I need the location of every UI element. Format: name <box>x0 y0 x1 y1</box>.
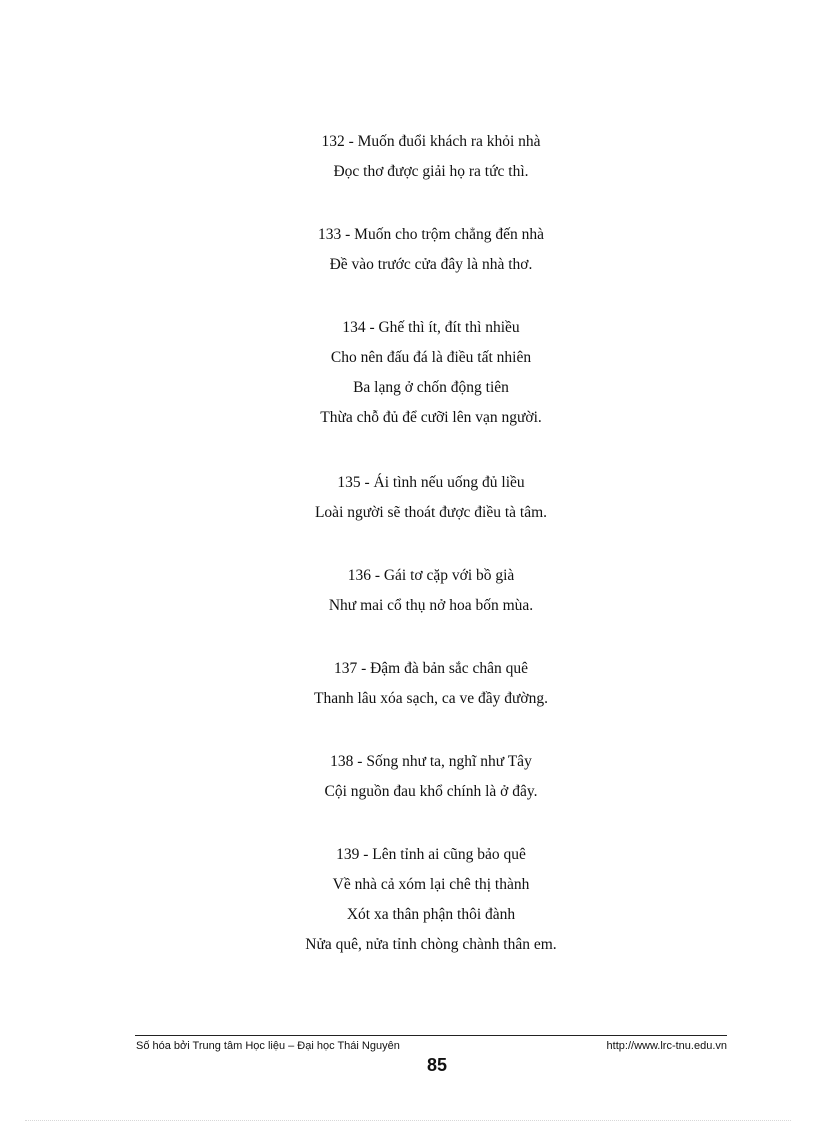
verse-line: 132 - Muốn đuổi khách ra khỏi nhà <box>321 133 541 150</box>
verse-line: 135 - Ái tình nếu uống đủ liều <box>337 474 525 491</box>
verse-line: Thừa chỗ đủ để cưỡi lên vạn người. <box>320 409 542 426</box>
verse-line: Như mai cổ thụ nở hoa bốn mùa. <box>328 597 534 614</box>
stanza-133 <box>0 220 816 280</box>
verse-line: Đề vào trước cửa đây là nhà thơ. <box>329 256 533 273</box>
verse-line: Cho nên đấu đá là điều tất nhiên <box>330 349 532 366</box>
stanza-139 <box>0 840 816 960</box>
footer-divider <box>135 1035 727 1036</box>
verse-line: Loài người sẽ thoát được điều tà tâm. <box>314 504 548 521</box>
verse-line: Xót xa thân phận thôi đành <box>346 906 516 923</box>
verse-line: Nửa quê, nửa tỉnh chòng chành thân em. <box>305 936 557 953</box>
page-number: 85 <box>426 1055 448 1075</box>
stanza-138 <box>0 747 816 807</box>
verse-line: 137 - Đậm đà bản sắc chân quê <box>333 660 529 677</box>
verse-line: Cội nguồn đau khổ chính là ở đây. <box>324 783 538 800</box>
verse-line: Thanh lâu xóa sạch, ca ve đầy đường. <box>314 690 548 707</box>
verse-line: 136 - Gái tơ cặp với bồ già <box>347 567 515 584</box>
verse-line: Ba lạng ở chốn động tiên <box>353 379 509 396</box>
footer-url: http://www.lrc-tnu.edu.vn <box>606 1040 727 1052</box>
verse-line: Về nhà cả xóm lại chê thị thành <box>332 876 530 893</box>
stanza-135 <box>0 468 816 528</box>
stanza-137 <box>0 654 816 714</box>
verse-line: 138 - Sống như ta, nghĩ như Tây <box>330 753 532 770</box>
stanza-132 <box>0 127 816 187</box>
stanza-136 <box>0 561 816 621</box>
stanza-134 <box>0 313 816 433</box>
verse-line: Đọc thơ được giải họ ra tức thì. <box>333 163 529 180</box>
footer-source-text: Số hóa bởi Trung tâm Học liệu – Đại học Thái Nguyên <box>136 1040 400 1052</box>
verse-line: 134 - Ghế thì ít, đít thì nhiều <box>342 319 520 336</box>
page-edge-divider <box>25 1120 791 1121</box>
verse-line: 139 - Lên tỉnh ai cũng bảo quê <box>336 846 526 863</box>
verse-line: 133 - Muốn cho trộm chẳng đến nhà <box>318 226 544 243</box>
